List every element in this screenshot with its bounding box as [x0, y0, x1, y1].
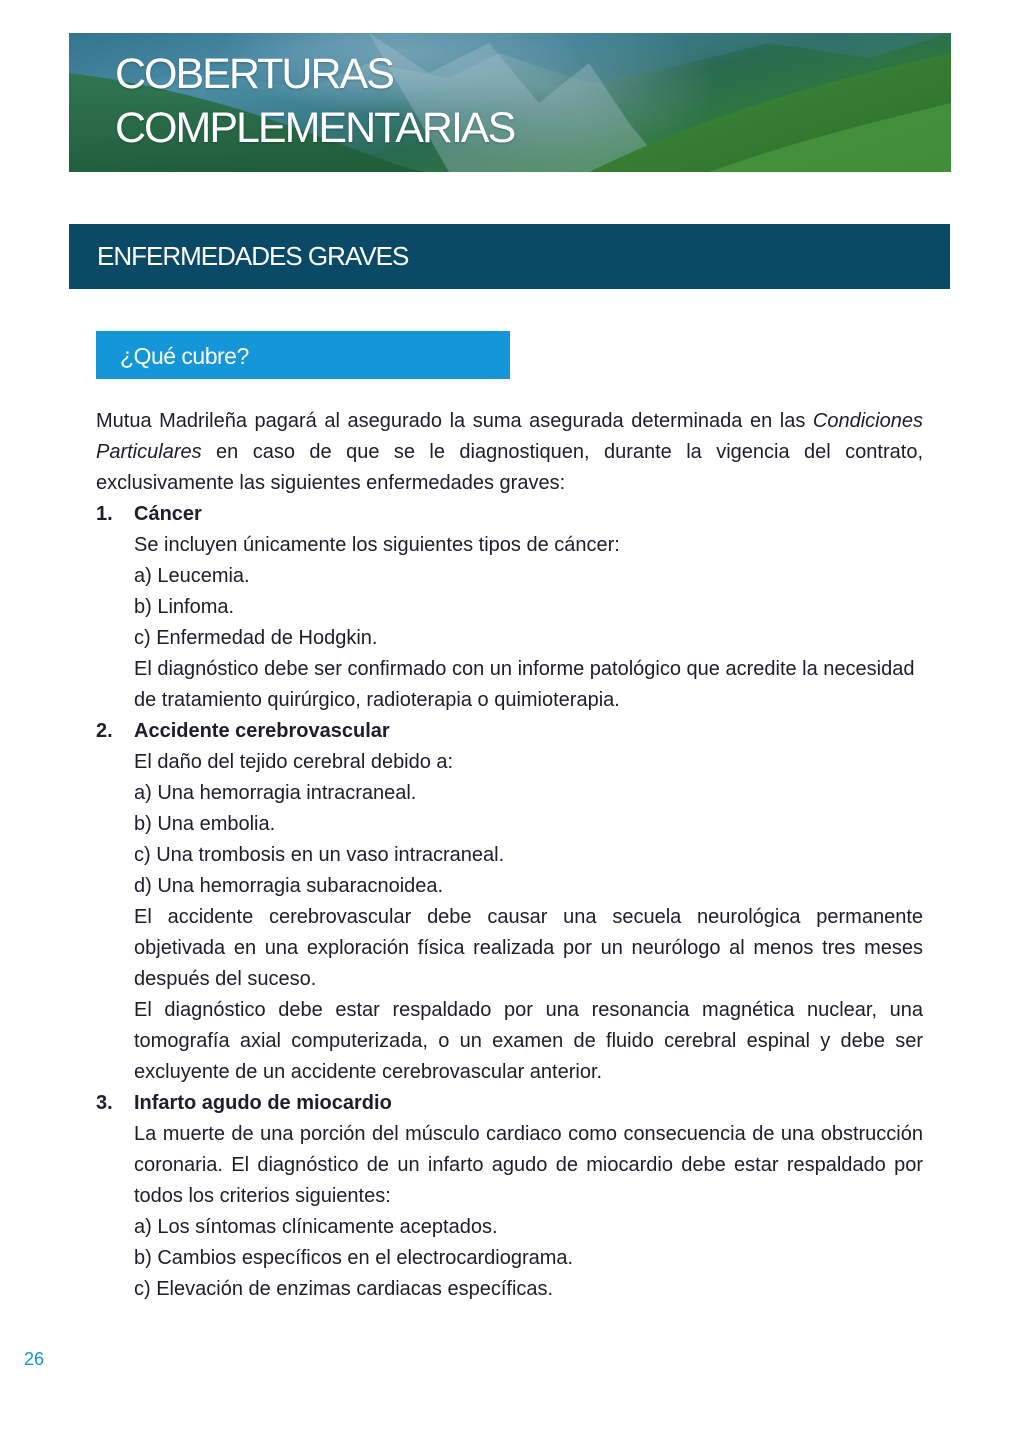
intro-text-after: en caso de que se le diagnostiquen, durante la vigencia del contrato, exclusivamente las siguientes enfermedades graves: [96, 441, 923, 494]
list-item-paragraph: El diagnóstico debe ser confirmado con un informe patológico que acredite la necesidad de tratamiento quirúrgico, radioterapia o quimioterapia. [134, 658, 915, 711]
intro-paragraph [96, 406, 923, 499]
list-item-line: d) Una hemorragia subaracnoidea. [134, 875, 444, 897]
document-body [96, 406, 923, 1305]
list-item-line: El daño del tejido cerebral debido a: [134, 751, 454, 773]
list-item-infarto [96, 1088, 923, 1305]
question-label: ¿Qué cubre? [120, 343, 249, 369]
list-item-line: b) Una embolia. [134, 813, 276, 835]
list-item-title: Cáncer [134, 503, 202, 525]
list-item-line: c) Una trombosis en un vaso intracraneal. [134, 844, 505, 866]
page-title [115, 47, 514, 155]
list-item-line: a) Los síntomas clínicamente aceptados. [134, 1216, 498, 1238]
page-title-line-1: COBERTURAS [115, 50, 393, 98]
header-banner [69, 33, 951, 172]
list-item-paragraph: El diagnóstico debe estar respaldado por una resonancia magnética nuclear, una tomografía axial computerizada, o un examen de fluido cerebral espinal y debe ser excluyente de un accidente cerebrovascular anterior. [134, 999, 923, 1083]
list-item-title: Accidente cerebrovascular [134, 720, 390, 742]
list-item-paragraph: El accidente cerebrovascular debe causar una secuela neurológica permanente objetivada en una exploración física realizada por un neurólogo al menos tres meses después del suceso. [134, 906, 923, 990]
intro-italic-text: Condiciones Particulares [96, 410, 923, 463]
list-item-paragraph: La muerte de una porción del músculo cardiaco como consecuencia de una obstrucción coronaria. El diagnóstico de un infarto agudo de miocardio debe estar respaldado por todos los criterios siguientes: [134, 1123, 923, 1207]
list-item-line: c) Elevación de enzimas cardiacas específicas. [134, 1278, 554, 1300]
list-item-line: a) Una hemorragia intracraneal. [134, 782, 417, 804]
page-title-line-2: COMPLEMENTARIAS [115, 104, 515, 152]
list-item-line: b) Cambios específicos en el electrocardiograma. [134, 1247, 574, 1269]
section-title: ENFERMEDADES GRAVES [97, 241, 409, 271]
list-item-number: 1. [96, 503, 113, 525]
intro-text-before: Mutua Madrileña pagará al asegurado la suma asegurada determinada en las [96, 410, 813, 432]
list-item-line: c) Enfermedad de Hodgkin. [134, 627, 378, 649]
list-item-line: Se incluyen únicamente los siguientes tipos de cáncer: [134, 534, 620, 556]
list-item-number: 3. [96, 1092, 113, 1114]
list-item-title: Infarto agudo de miocardio [134, 1092, 392, 1114]
list-item-line: a) Leucemia. [134, 565, 250, 587]
page-number: 26 [24, 1349, 45, 1369]
section-header [69, 224, 950, 289]
question-heading [96, 331, 510, 379]
list-item-cancer [96, 499, 923, 716]
list-item-accidente-cerebrovascular [96, 716, 923, 1088]
list-item-number: 2. [96, 720, 113, 742]
list-item-line: b) Linfoma. [134, 596, 235, 618]
